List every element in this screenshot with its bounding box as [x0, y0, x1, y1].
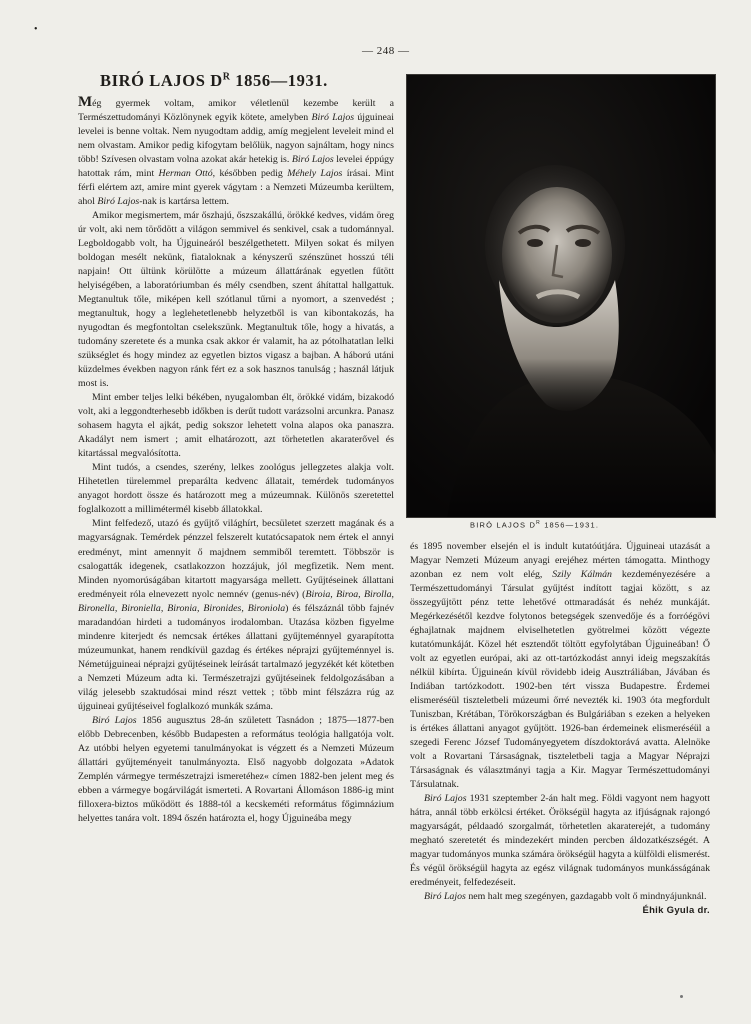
caption-superscript: R: [536, 520, 541, 526]
text-run: -nak is kartársa lettem.: [139, 196, 229, 208]
portrait-image: [407, 75, 715, 517]
italic-name: Biró Lajos: [424, 891, 466, 903]
text-run: 1856 augusztus 28-án született Tasnádon ; 1875—1877-ben előbb Debrecenben, később Budapesten a református teológia hallgatója volt. Az utóbbi helyen egyetemi tanulmányokat is végzett és a Nemzeti Múzeum állattári gyűjteményeit tanulmányozta. Első nagyobb dolgozata »Adatok Zemplén vármegye természetrajzi ismeretéhez« címen 1882-ben jelent meg és ebben a vármegye bogárvilágát ismerteti. A Rovartani Állomáson 1886-ig mint filloxera-biztos működött és 1888-tól a kecskeméti református főgimnázium helyettes tanára volt. 1894 őszén határozta el, hogy Újguineába megy: [78, 714, 394, 824]
title-main: BIRÓ LAJOS D: [100, 71, 223, 90]
text-run: Mint felfedező, utazó és gyűjtő világhírt, becsületet szerzett magának és a magyarságnak. Temérdek pénzzel felszerelt kutatócsapatok nem értek el annyi eredményt, mint amennyit ő majdnem semmiből teremtett. Többször is csalogatták idegenek, csatlakozzon hozzájuk, jól megfizetik. Nem ment. Minden nyomorúságában kitartott magyarsága mellett. Gyűjtéseinek állattani eredményeit róla elnevezett nyolc nemnév (genus-név) (: [78, 518, 394, 600]
portrait-photo: [406, 74, 716, 518]
right-column: [410, 540, 710, 918]
paragraph-6: [78, 714, 394, 826]
text-run: ) és félszáznál több fajnév maradandóan hirdeti a tudományos irodalomban. Utazása közben figyelme mindenre kiterjedt és nemcsak értékes állattani gyűjteménnyel gyarapította múzeumunkat, hanem rendkívül gazdag és értékes néprajzi gyűjteménnyel is. Németújguineai néprajzi gyűjtéseinek leírását tartalmazó jegyzékét két kötetben a Nemzeti Múzeum adta ki. Természetrajzi gyűjtéseinek feldolgozásában a világ jelesebb szaktudósai mind részt vettek ; több mint félszázra rúg az újguineai gyűjtéseivel foglalkozó munkák száma.: [78, 602, 395, 712]
text-run: nem halt meg szegényen, gazdagabb volt ő mindnyájunknál.: [465, 891, 707, 903]
paragraph-3: Mint ember teljes lelki békében, nyugalomban élt, örökké vidám, bizakodó volt, aki a leggondterhesebb időkben is derűt tudott varázsolni arcunkra. Panasz sohasem hagyta el ajkát, pedig sokszor lehetett volna alapos oka panaszra. Akadályt nem ismert ; amit elhatározott, azt törhetetlen akaraterővel és kitartással megvalósította.: [78, 392, 394, 460]
italic-name: Herman Ottó: [158, 168, 213, 180]
text-run: , későbben pedig: [212, 168, 288, 180]
title-superscript: R: [222, 71, 231, 83]
italic-name: Biró Lajos: [92, 714, 137, 726]
italic-name: Biró Lajos: [311, 112, 355, 124]
paragraph-7: [410, 792, 710, 890]
text-run: írásai. Mint férfi elértem azt, amire mint gyerek vágytam : a Nemzeti Múzeumba kerültem, ahol: [78, 168, 394, 208]
left-column: [78, 95, 394, 826]
text-run: 1931 szeptember 2-án halt meg. Földi vagyont nem hagyott hátra, annál több erkölcsi értéket. Örökségül hagyta az ifjúságnak rajongó magyarságát, példaadó szorgalmát, törhetetlen akaraterejét, a tudomány megható szeretetét és mindezekért minden percben áldozatkészségét. A magyar tudományos munka számára örökségül hagyta a külföldi elismerést. És végül örökségül hagyta az egész világnak tudományos munkásságának eredményeit, felfedezéseit.: [410, 793, 710, 889]
italic-name: Biró Lajos: [424, 793, 467, 805]
paragraph-2: Amikor megismertem, már őszhajú, őszszakállú, örökké kedves, vidám öreg úr volt, aki nem törődött a világon semmivel és senkivel, csak a tudománnyal. Legboldogabb volt, ha Újguineáról beszélgethetett. Milyen sokat és milyen boldogan mesélt nekünk, fiataloknak a kényszerű szénszünet hosszú téli napjain! Ott ültünk körülötte a múzeum állattárának egyetlen fűtött helyiségében, a laboratóriumban és mély csendben, szent áhítattal hallgattuk. Megtanultuk tőle, miképen kell szótlanul tűrni a nyomort, a szenvedést ; megtanultuk, hogy a leglehetetlenebb helyzetből is van kibontakozás, ha nyugodtan és megfontoltan cselekszünk. Megtanultuk tőle, hogy a hivatás, a tudomány szeretete és a munka csak akkor ér valamit, ha az pótolhatatlan lelki szükséglet és hogy mindez az egyetlen biztos vigasz a bajban. A háború utáni küzdelmes években nagyon ránk fért ez a sok hasznos tanulság ; használ látjuk most is.: [78, 210, 394, 390]
caption-years: 1856—1931.: [540, 520, 600, 530]
corner-mark: •: [34, 24, 38, 35]
paragraph-5: [78, 517, 394, 713]
caption-main: BIRÓ LAJOS D: [470, 520, 537, 530]
title-years: 1856—1931.: [230, 71, 328, 90]
text-run: levelei éppúgy hatottak rám, mint: [78, 154, 394, 180]
paragraph-8: [410, 890, 710, 917]
drop-cap: M: [78, 94, 93, 110]
text-run: ég gyermek voltam, amikor véletlenül kezembe került a Természettudományi Közlönynek egyik kötete, amelyben: [78, 98, 394, 124]
paragraph-4: Mint tudós, a csendes, szerény, lelkes zoológus jellegzetes alakja volt. Hihetetlen türelemmel preparálta kedvenc állatait, temérdek tudományos anyagot hordott össze és határozott meg a múzeumnak. Különös szeretettel foglalkozott a millimétermél kisebb állatokkal.: [78, 462, 394, 516]
page-number: — 248 —: [362, 45, 410, 57]
text-run: kezdeményezésére a Természettudományi Társulat gyűjtést indított tagjai között, s az összegyűjtött pénz tette lehetővé ottmaradását és nehéz munkáját. Megérkezésétől kezdve folytonos betegségek szenvedője és a forróégövi éghajlatnak majdnem elviselhetetlen gyötrelmei között végezte kutatómunkáját. Közel hét esztendőt töltött egyfolytában Újguineában! Ő volt az egyetlen európai, aki az ott-tartózkodást annyi ideig megszakítás nélkül kibírta. Újguineán kívül rövidebb ideig Ausztráliában, Jávában és Indiában tartózkodott. 1902-ben tért vissza Budapestre. Érdemei elismeréséül tiszteletbeli múzeumi őrré nevezték ki. 1903 óta megfordult Tuniszban, Krétában, Törökországban és Bulgáriában s ezeken a helyeken is értékes állattani anyagot gyűjtött. 1926-ban érdemeinek elismeréséül a szegedi Ferenc József Tudományegyetem díszdoktorává avatta. Alelnöke volt a Rovartani Társaságnak, tiszteletbeli tagja a Magyar Néprajzi Társaságnak és választmányi tagja a Kir. Magyar Természettudományi Társulatnak.: [410, 569, 710, 791]
italic-name: Biró Lajos: [291, 154, 334, 166]
italic-name: Biroia, Biroa, Birolla, Bironella, Bironiella, Bironia, Bironides, Bironiola: [78, 588, 394, 614]
italic-name: Méhely Lajos: [287, 168, 343, 180]
text-run: és 1895 november elsején el is indult kutatóútjára. Újguineai utazását a Magyar Nemzeti Múzeum anyagi erejéhez mérten támogatta. Minthogy azonban ez nem volt elég,: [410, 541, 710, 581]
article-title: [100, 71, 390, 91]
author-signature: Éhik Gyula dr.: [642, 905, 710, 917]
paragraph-1: [78, 95, 394, 209]
italic-name: Szily Kálmán: [552, 569, 612, 581]
paragraph-6-continued: [410, 540, 710, 792]
stray-dot: [680, 995, 683, 998]
italic-name: Biró Lajos: [97, 196, 140, 208]
closing-text: [424, 891, 706, 902]
text-run: újguineai levelei is benne voltak. Nem nyugodtam addig, amíg megjelent leveleit mind el nem olvastam. Amikor pedig kifogytam belőlük, nagyon sajnáltam, hogy nincs több! Szívesen olvastam volna azokat akár hetekig is.: [78, 112, 394, 166]
portrait-caption: [470, 520, 670, 530]
